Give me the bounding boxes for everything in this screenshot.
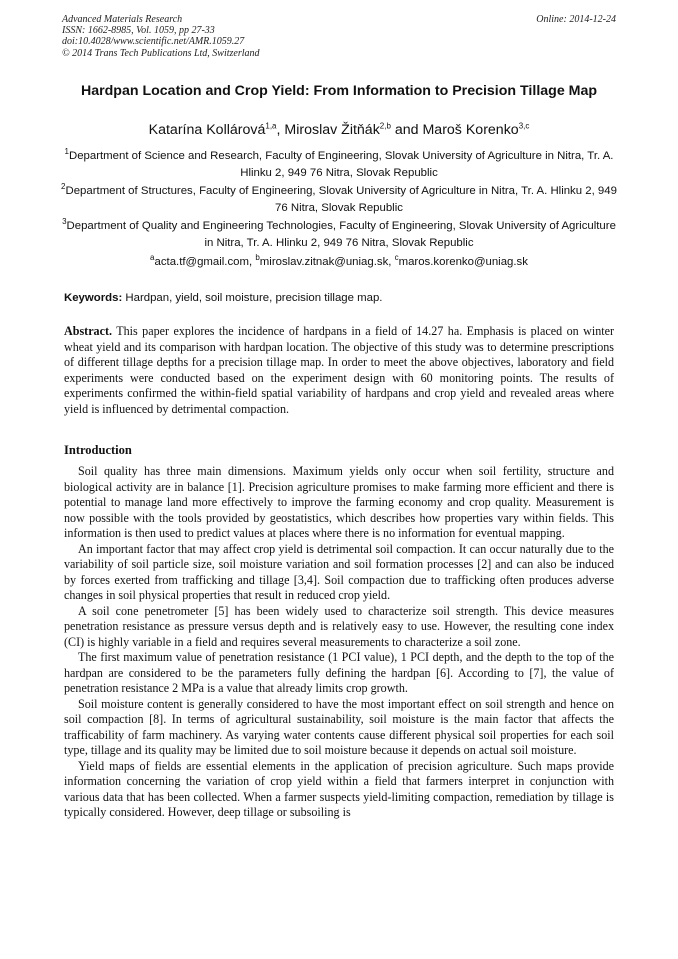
email-separator: ,	[388, 256, 395, 268]
affiliation-mark: 2	[61, 182, 66, 192]
section-heading: Introduction	[64, 443, 132, 457]
online-date: Online: 2014-12-24	[536, 14, 616, 25]
journal-header	[62, 14, 616, 59]
paper-title: Hardpan Location and Crop Yield: From Information to Precision Tillage Map	[80, 83, 598, 99]
abstract-label: Abstract.	[64, 324, 113, 338]
author-affiliation-mark: 3,c	[518, 121, 530, 131]
author-emails	[40, 254, 638, 270]
affiliation	[58, 218, 620, 251]
email-link[interactable]: acta.tf@gmail.com	[154, 256, 249, 268]
email-link[interactable]: miroslav.zitnak@uniag.sk	[259, 256, 389, 268]
journal-name: Advanced Materials Research	[62, 14, 183, 25]
paragraph: Soil quality has three main dimensions. Maximum yields only occur when soil fertility, structure and biological activity are in balance [1]. Precision agriculture promises to make farming more efficient and there is potential to manage land more effectively to improve the farming economy and crop quality. Measurement is now possible with the tools provided by geostatistics, which describes how properties vary within fields. This information is then used to predict values at places where there is no information for eventual mapping.	[64, 464, 614, 540]
affiliation-text: Department of Quality and Engineering Technologies, Faculty of Engineering, Slovak University of Agriculture in Nitra, Tr. A. Hlinku 2, 949 76 Nitra, Slovak Republic	[66, 220, 616, 249]
author-separator: and	[390, 122, 423, 138]
paragraph: A soil cone penetrometer [5] has been widely used to characterize soil strength. This device measures penetration resistance as pressure versus depth and is relatively easy to use. However, the resulting cone index (CI) is highly variable in a field and requires several measurements to characterize a soil zone.	[64, 603, 614, 649]
author-affiliation-mark: 2,b	[379, 121, 391, 131]
abstract-text: This paper explores the incidence of hardpans in a field of 14.27 ha. Emphasis is placed on winter wheat yield and its comparison with hardpan location. The objective of this study was to determine prescriptions of different tillage depths for a precision tillage map. In order to meet the above objectives, laboratory and field experiments were conducted based on the experiment design with 60 monitoring points. The results of experiments confirmed the within-field spatial variability of hardpans and crop yield and revealed areas where yield is influenced by detrimental compaction.	[64, 324, 614, 416]
author-separator: ,	[276, 122, 285, 138]
abstract	[64, 324, 614, 417]
email-mark: c	[394, 253, 399, 263]
author-affiliation-mark: 1,a	[265, 121, 277, 131]
email-separator: ,	[249, 256, 256, 268]
author-name: Katarína Kollárová	[148, 122, 266, 138]
author-name: Maroš Korenko	[422, 122, 519, 138]
introduction-body	[64, 464, 614, 821]
author-name: Miroslav Žitňák	[284, 122, 380, 138]
affiliation	[58, 183, 620, 216]
affiliation-mark: 3	[62, 217, 67, 227]
paragraph: An important factor that may affect crop yield is detrimental soil compaction. It can occur naturally due to the variability of soil particle size, soil moisture variation and soil formation processes [2] and can also be induced by forces exerted from trafficking and tillage [3,4]. Soil compaction due to trafficking often produces adverse changes in soil physical properties that result in reduced crop yield.	[64, 541, 614, 602]
email-mark: b	[255, 253, 260, 263]
affiliation-text: Department of Structures, Faculty of Engineering, Slovak University of Agriculture in Nitra, Tr. A. Hlinku 2, 949 76 Nitra, Slovak Republic	[65, 185, 617, 214]
keywords-label: Keywords:	[64, 292, 123, 304]
paragraph: Yield maps of fields are essential elements in the application of precision agriculture. Such maps provide information concerning the variation of crop yield within a field that farmers interpret in conjunction with various data that has been collected. When a farmer suspects yield-limiting compaction, remediation by tillage is typically considered. However, deep tillage or subsoiling is	[64, 758, 614, 819]
affiliation-mark: 1	[64, 147, 69, 157]
email-mark: a	[150, 253, 155, 263]
journal-doi: doi:10.4028/www.scientific.net/AMR.1059.27	[62, 36, 245, 48]
journal-copyright: © 2014 Trans Tech Publications Ltd, Switzerland	[62, 47, 260, 59]
paragraph: Soil moisture content is generally considered to have the most important effect on soil strength and hence on soil compaction [8]. In terms of agricultural sustainability, soil moisture is the main factor that affects the trafficability of farm machinery. As varying water contents cause different physical soil properties for each soil type, tillage and its quality may be limited due to soil moisture because it depends on actual soil moisture.	[64, 696, 614, 757]
affiliation	[58, 148, 620, 181]
email-link[interactable]: maros.korenko@uniag.sk	[398, 256, 528, 268]
journal-issn: ISSN: 1662-8985, Vol. 1059, pp 27-33	[62, 25, 215, 37]
paragraph: The first maximum value of penetration resistance (1 PCI value), 1 PCI depth, and the depth to the top of the hardpan are considered to be the parameters fully defining the hardpan [6]. According to [7], the value of penetration resistance 2 MPa is a value that already limits crop growth.	[64, 650, 614, 695]
keywords	[64, 291, 614, 306]
author-list	[40, 121, 638, 139]
keywords-text: Hardpan, yield, soil moisture, precision tillage map.	[122, 292, 383, 304]
affiliation-text: Department of Science and Research, Faculty of Engineering, Slovak University of Agriculture in Nitra, Tr. A. Hlinku 2, 949 76 Nitra, Slovak Republic	[68, 150, 614, 179]
